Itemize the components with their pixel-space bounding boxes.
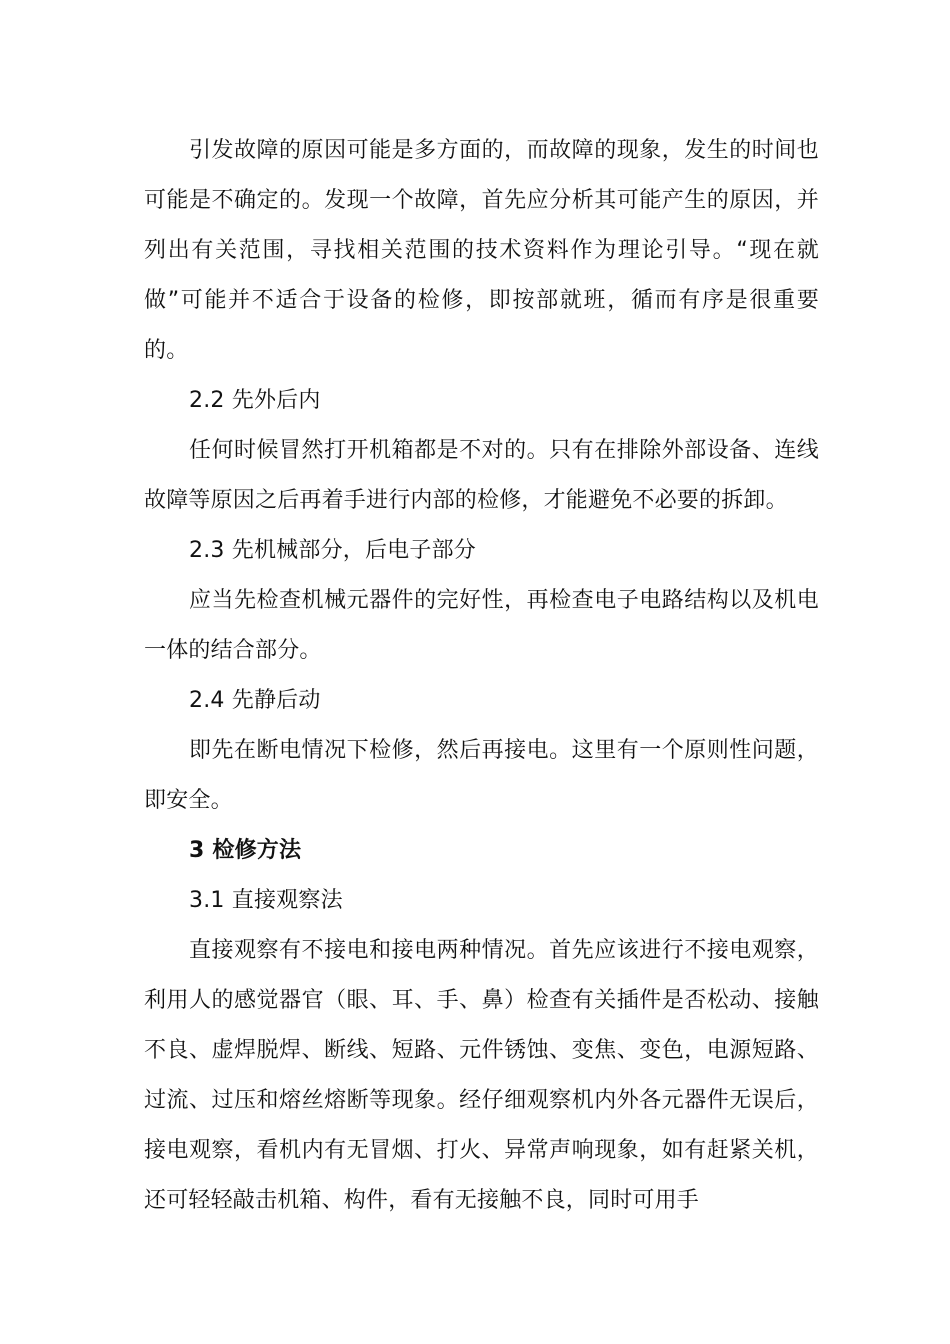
paragraph-mechanical-first: 应当先检查机械元器件的完好性，再检查电子电路结构以及机电一体的结合部分。 — [144, 588, 819, 663]
section-heading-2-4: 2.4 先静后动 — [189, 688, 321, 713]
section-heading-3-1: 3.1 直接观察法 — [189, 888, 343, 913]
paragraph-direct-observation: 直接观察有不接电和接电两种情况。首先应该进行不接电观察，利用人的感觉器官（眼、耳、手、鼻）检查有关插件是否松动、接触不良、虚焊脱焊、断线、短路、元件锈蚀、变焦、变色，电源短路、过流、过压和熔丝熔断等现象。经仔细观察机内外各元器件无误后，接电观察，看机内有无冒烟、打火、异常声响现象，如有赶紧关机，还可轻轻敲击机箱、构件，看有无接触不良，同时可用手 — [144, 938, 819, 1213]
section-heading-2-3: 2.3 先机械部分，后电子部分 — [189, 538, 476, 563]
section-heading-3: 3 检修方法 — [189, 838, 302, 863]
paragraph-static-first: 即先在断电情况下检修，然后再接电。这里有一个原则性问题，即安全。 — [144, 738, 819, 813]
paragraph-outside-first: 任何时候冒然打开机箱都是不对的。只有在排除外部设备、连线故障等原因之后再着手进行内部的检修，才能避免不必要的拆卸。 — [144, 438, 819, 513]
section-heading-2-2: 2.2 先外后内 — [189, 388, 321, 413]
document-body — [144, 126, 819, 1226]
paragraph-fault-causes: 引发故障的原因可能是多方面的，而故障的现象，发生的时间也可能是不确定的。发现一个故障，首先应分析其可能产生的原因，并列出有关范围，寻找相关范围的技术资料作为理论引导。“现在就做”可能并不适合于设备的检修，即按部就班，循而有序是很重要的。 — [144, 138, 819, 363]
